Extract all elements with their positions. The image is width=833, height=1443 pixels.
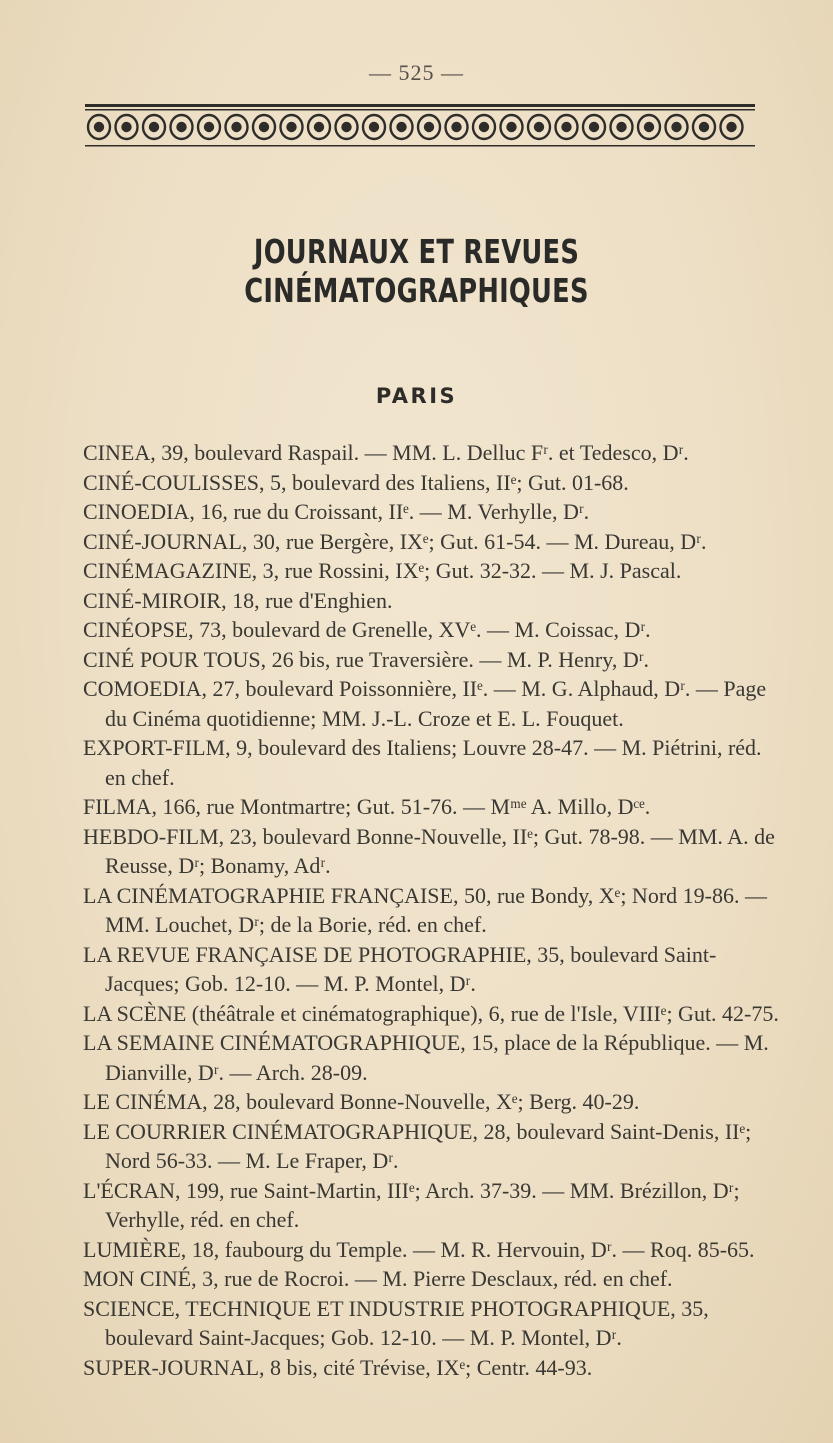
directory-entry: SUPER-JOURNAL, 8 bis, cité Trévise, IXᵉ; Centr. 44-93. [83,1354,593,1380]
section-title: PARIS [375,384,458,408]
directory-entry: LA SCÈNE (théâtrale et cinématographique), 6, rue de l'Isle, VIIIᵉ; Gut. 42-75. [83,1000,779,1026]
directory-entry: LE CINÉMA, 28, boulevard Bonne-Nouvelle, Xᵉ; Berg. 40-29. [83,1089,640,1114]
ornament-dot [260,123,268,131]
ornament-dot [398,123,406,131]
ornament-dot [343,123,351,131]
directory-entry: CINÉ-JOURNAL, 30, rue Bergère, IXᵉ; Gut. 61-54. — M. Dureau, Dʳ. [83,528,707,554]
ornament-dot [590,123,598,131]
directory-entry: HEBDO-FILM, 23, boulevard Bonne-Nouvelle, IIᵉ; Gut. 78-98. — MM. A. de Reusse, Dʳ; Bonamy, Adʳ. [83,823,775,878]
ornament-dot [123,123,131,131]
page-number: — 525 — [369,60,464,85]
ornament-dot [563,123,571,131]
ornament-dot [315,123,323,131]
ornament-dot [425,123,433,131]
ornament-dot [150,123,158,131]
ornament-dot [370,123,378,131]
main-title: JOURNAUX ET REVUES CINÉMATOGRAPHIQUES [244,232,589,310]
directory-entry: CINÉOPSE, 73, boulevard de Grenelle, XVᵉ. — M. Coissac, Dʳ. [83,617,651,642]
ornament-dot [288,123,296,131]
ornament-dot [645,123,653,131]
directory-entry: CINEA, 39, boulevard Raspail. — MM. L. Delluc Fʳ. et Tedesco, Dʳ. [83,440,689,465]
directory-entry: FILMA, 166, rue Montmartre; Gut. 51-76. — Mᵐᵉ A. Millo, Dᶜᵉ. [83,794,651,819]
ornament-dot [95,123,103,131]
directory-entry: COMOEDIA, 27, boulevard Poissonnière, IIᵉ. — M. G. Alphaud, Dʳ. — Page du Cinéma quotidienne; MM. J.-L. Croze et E. L. Fouquet. [83,676,767,731]
directory-entry: LA REVUE FRANÇAISE DE PHOTOGRAPHIE, 35, boulevard Saint-Jacques; Gob. 12-10. — M. P. Montel, Dʳ. [83,941,717,996]
ornament-dot [700,123,708,131]
directory-entry: SCIENCE, TECHNIQUE ET INDUSTRIE PHOTOGRAPHIQUE, 35, boulevard Saint-Jacques; Gob. 12-10. — M. P. Montel, Dʳ. [83,1295,709,1350]
ornament-dot [728,123,736,131]
directory-entry: CINÉ-COULISSES, 5, boulevard des Italiens, IIᵉ; Gut. 01-68. [83,469,629,495]
directory-entry: LE COURRIER CINÉMATOGRAPHIQUE, 28, boulevard Saint-Denis, IIᵉ; Nord 56-33. — M. Le Fraper, Dʳ. [83,1118,752,1173]
ornament-dot [453,123,461,131]
ornament-dot [233,123,241,131]
ornament-dot [480,123,488,131]
directory-entry: LA CINÉMATOGRAPHIE FRANÇAISE, 50, rue Bondy, Xᵉ; Nord 19-86. — MM. Louchet, Dʳ; de la Borie, réd. en chef. [83,882,767,937]
directory-entries [83,438,783,1382]
ornament-dot [508,123,516,131]
directory-entry: CINÉ POUR TOUS, 26 bis, rue Traversière. — M. P. Henry, Dʳ. [83,646,649,672]
ornament-dot [673,123,681,131]
ornament-dot [205,123,213,131]
directory-entry: CINÉMAGAZINE, 3, rue Rossini, IXᵉ; Gut. 32-32. — M. J. Pascal. [83,558,682,583]
directory-entry: LUMIÈRE, 18, faubourg du Temple. — M. R. Hervouin, Dʳ. — Roq. 85-65. [83,1236,755,1262]
directory-entry: EXPORT-FILM, 9, boulevard des Italiens; Louvre 28-47. — M. Piétrini, réd. en chef. [83,735,762,790]
ornament-dot [535,123,543,131]
ornament-dot [618,123,626,131]
ornament-dot [178,123,186,131]
directory-entry: MON CINÉ, 3, rue de Rocroi. — M. Pierre Desclaux, réd. en chef. [83,1266,673,1291]
directory-entry: LA SEMAINE CINÉMATOGRAPHIQUE, 15, place de la République. — M. Dianville, Dʳ. — Arch. 28-09. [83,1030,769,1085]
directory-entry: L'ÉCRAN, 199, rue Saint-Martin, IIIᵉ; Arch. 37-39. — MM. Brézillon, Dʳ; Verhylle, réd. en chef. [83,1177,740,1232]
decorative-border-ornament [85,104,755,150]
directory-entry: CINOEDIA, 16, rue du Croissant, IIᵉ. — M. Verhylle, Dʳ. [83,499,590,524]
directory-entry: CINÉ-MIROIR, 18, rue d'Enghien. [83,587,393,613]
